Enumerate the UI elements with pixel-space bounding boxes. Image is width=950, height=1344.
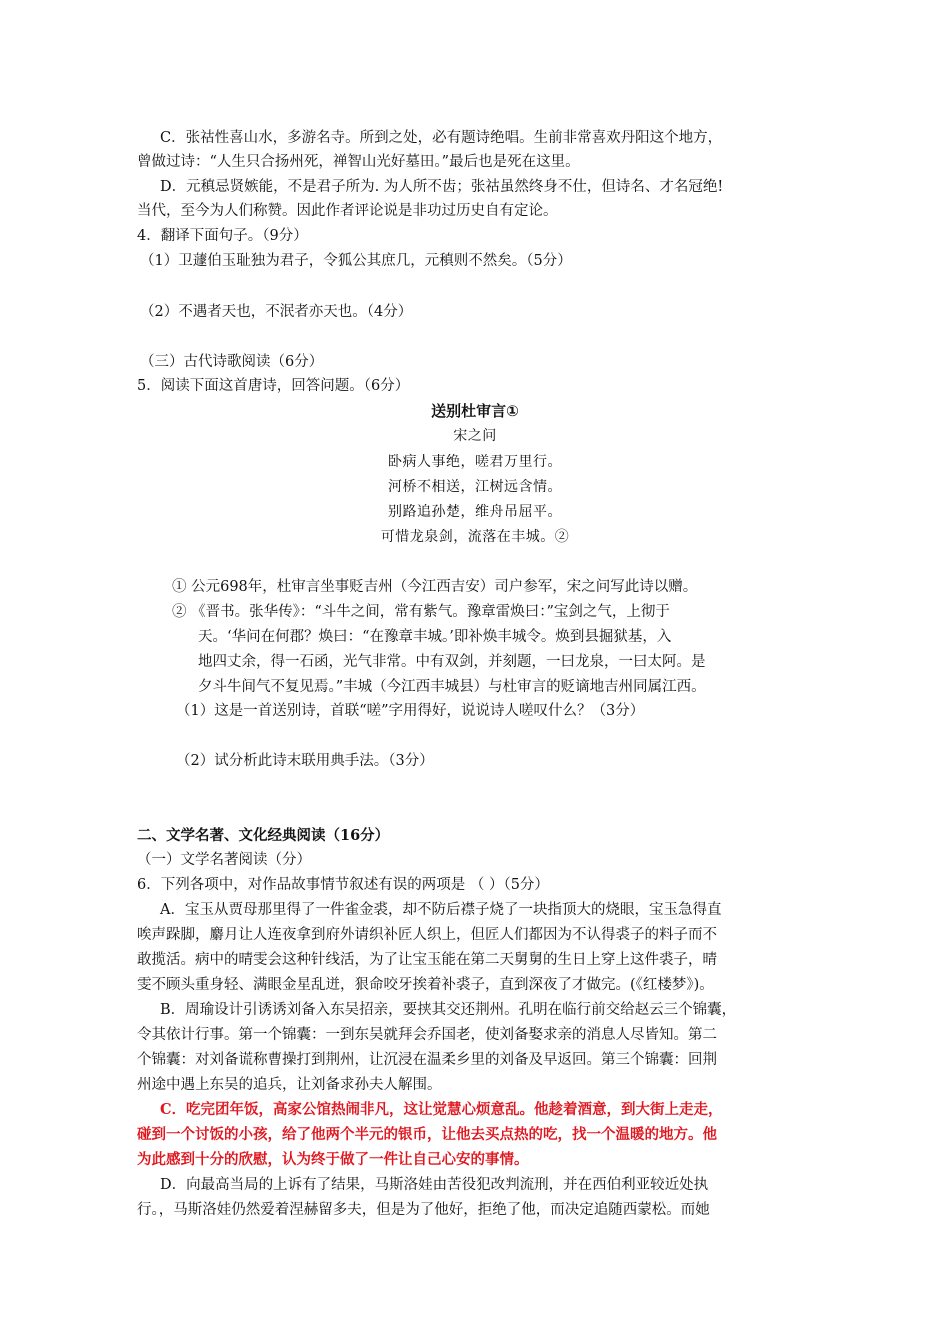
question-5-heading: 5．阅读下面这首唐诗，回答问题。（6分） xyxy=(137,378,410,394)
footnote-2-line4: 夕斗牛间气不复见焉。”丰城（今江西丰城县）与杜审言的贬谪地吉州同属江西。 xyxy=(198,679,706,695)
part-2-subheading: （一）文学名著阅读（分） xyxy=(137,852,311,868)
poem-author: 宋之问 xyxy=(453,428,497,444)
q6-option-c-line2: 碰到一个讨饭的小孩，给了他两个半元的银币，让他去买点热的吃，找一个温暖的地方。他 xyxy=(137,1126,717,1143)
q6-option-c-line3: 为此感到十分的欣慰，认为终于做了一件让自己心安的事情。 xyxy=(137,1151,529,1168)
question-6-heading: 6．下列各项中，对作品故事情节叙述有误的两项是 （ ）（5分） xyxy=(137,877,549,893)
q6-option-c-line1: C．吃完团年饭，高家公馆热闹非凡，这让觉慧心烦意乱。他趁着酒意，到大街上走走， xyxy=(160,1101,723,1118)
footnote-2-line1: ② 《晋书。张华传》：“斗牛之间，常有紫气。豫章雷焕曰：”宝剑之气，上彻于 xyxy=(172,604,670,620)
q6-option-a-line1: A．宝玉从贾母那里得了一件雀金裘，却不防后襟子烧了一块指顶大的烧眼，宝玉急得直 xyxy=(160,902,722,918)
question-4-heading: 4．翻译下面句子。（9分） xyxy=(137,228,308,244)
question-5-sub-1: （1）这是一首送别诗，首联“嗟”字用得好，说说诗人嗟叹什么？（3分） xyxy=(176,703,645,719)
poem-line-1: 卧病人事绝，嗟君万里行。 xyxy=(388,454,562,470)
question-4-sentence-1: （1）卫蘧伯玉耻独为君子，令狐公其庶几，元稹则不然矣。（5分） xyxy=(140,253,572,269)
q6-option-a-line3: 敢揽活。病中的晴雯会这种针线活，为了让宝玉能在第二天舅舅的生日上穿上这件裘子，晴 xyxy=(137,952,717,968)
question-5-sub-2: （2）试分析此诗末联用典手法。（3分） xyxy=(176,753,434,769)
q6-option-a-line4: 雯不顾头重身轻、满眼金星乱迸，狠命咬牙挨着补裘子，直到深夜了才做完。(《红楼梦》)。 xyxy=(137,977,714,993)
q6-option-d-line2: 行。，马斯洛娃仍然爱着涅赫留多夫，但是为了他好，拒绝了他，而决定追随西蒙松。而她 xyxy=(137,1202,710,1218)
q6-option-d-line1: D．向最高当局的上诉有了结果，马斯洛娃由苦役犯改判流刑，并在西伯利亚较近处执 xyxy=(160,1177,709,1193)
option-d-line1: D．元稹忌贤嫉能，不是君子所为. 为人所不齿；张祜虽然终身不仕，但诗名、才名冠绝! xyxy=(160,179,724,195)
part-2-heading: 二、文学名著、文化经典阅读（16分） xyxy=(137,827,390,844)
option-c-line2: 曾做过诗：“人生只合扬州死，禅智山光好墓田。”最后也是死在这里。 xyxy=(137,154,580,170)
poem-line-4: 可惜龙泉剑，流落在丰城。② xyxy=(380,529,570,545)
q6-option-b-line4: 州途中遇上东吴的追兵，让刘备求孙夫人解围。 xyxy=(137,1077,442,1093)
question-4-sentence-2: （2）不遇者天也，不泯者亦天也。（4分） xyxy=(140,304,413,320)
q6-option-b-line3: 个锦囊：对刘备谎称曹操打到荆州，让沉浸在温柔乡里的刘备及早返回。第三个锦囊：回荆 xyxy=(137,1052,717,1068)
q6-option-a-line2: 唉声跺脚，麝月让人连夜拿到府外请织补匠人织上，但匠人们都因为不认得裘子的料子而不 xyxy=(137,927,717,943)
option-c-line1: C．张祜性喜山水，多游名寺。所到之处，必有题诗绝唱。生前非常喜欢丹阳这个地方， xyxy=(160,130,723,146)
footnote-2-line3: 地四丈余，得一石函，光气非常。中有双剑，并刻题，一曰龙泉，一曰太阿。是 xyxy=(198,654,706,670)
poem-title: 送别杜审言① xyxy=(431,402,519,420)
option-d-line2: 当代，至今为人们称赞。因此作者评论说是非功过历史自有定论。 xyxy=(137,203,558,219)
footnote-2-line2: 天。‘华问在何郡？焕曰：“在豫章丰城。’即补焕丰城令。焕到县掘狱基，入 xyxy=(198,629,672,645)
poem-line-3: 别路追孙楚，维舟吊屈平。 xyxy=(388,504,562,520)
poem-line-2: 河桥不相送，江树远含情。 xyxy=(388,479,562,495)
q6-option-b-line2: 令其依计行事。第一个锦囊：一到东吴就拜会乔国老，使刘备娶求亲的消息人尽皆知。第二 xyxy=(137,1027,717,1043)
footnote-1: ① 公元698年，杜审言坐事贬吉州（今江西吉安）司户参军，宋之问写此诗以赠。 xyxy=(172,579,698,595)
section-3-heading: （三）古代诗歌阅读（6分） xyxy=(140,354,324,370)
q6-option-b-line1: B．周瑜设计引诱诱刘备入东吴招亲，要挟其交还荆州。孔明在临行前交给赵云三个锦囊， xyxy=(160,1002,737,1018)
